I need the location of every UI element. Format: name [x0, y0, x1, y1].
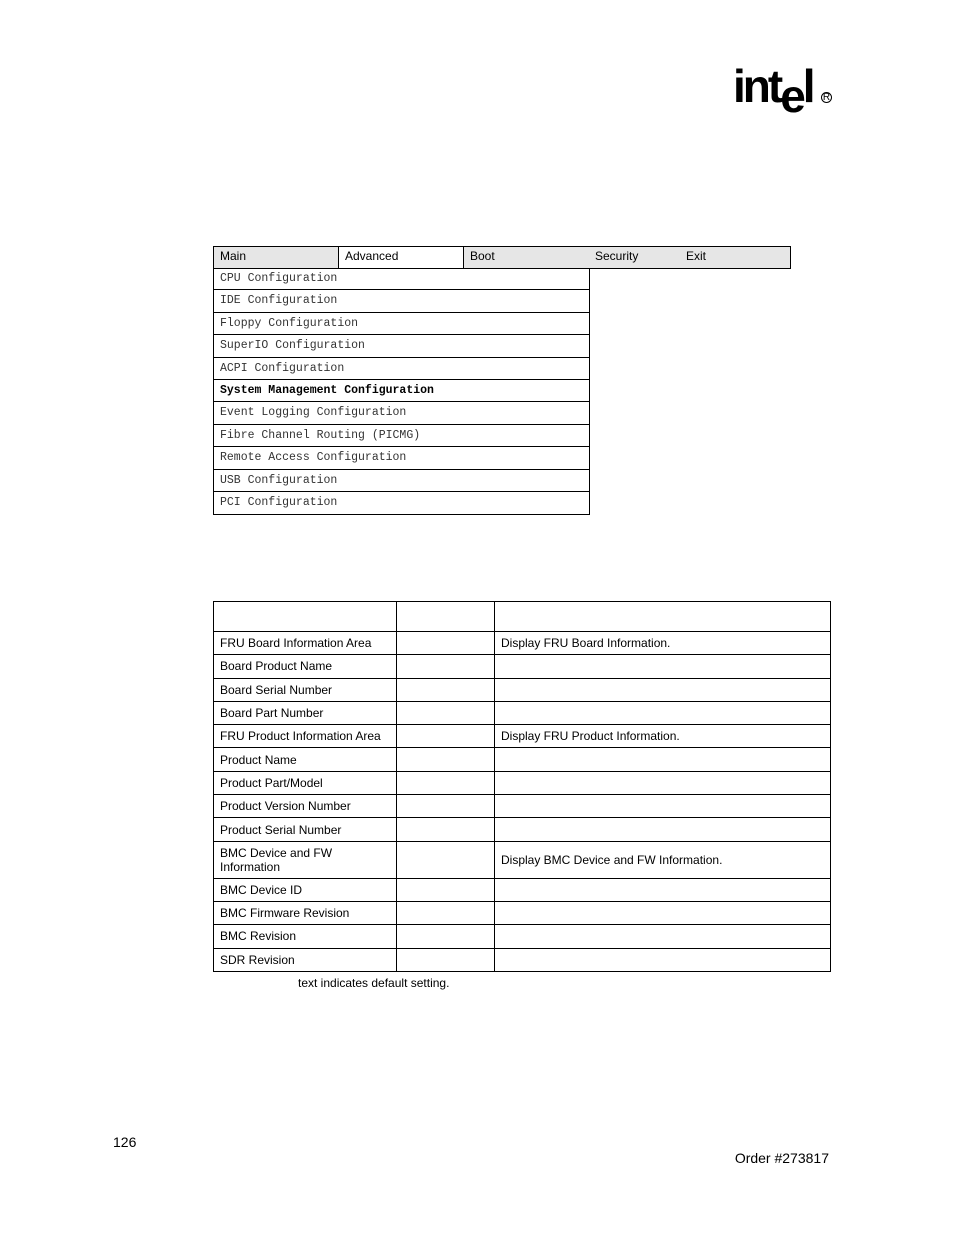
- table-row: [214, 841, 831, 878]
- submenu-item-event-logging[interactable]: Event Logging Configuration: [214, 402, 589, 424]
- table-header-cell: [495, 602, 831, 632]
- submenu-item-acpi[interactable]: ACPI Configuration: [214, 358, 589, 380]
- table-row: [214, 748, 831, 771]
- submenu-item-remote-access[interactable]: Remote Access Configuration: [214, 447, 589, 469]
- order-number: Order #273817: [734, 1150, 829, 1166]
- table-cell-feature: BMC Device ID: [214, 878, 397, 901]
- table-cell-help: [495, 701, 831, 724]
- table-header-cell: [214, 602, 397, 632]
- tab-advanced[interactable]: Advanced: [339, 247, 464, 268]
- table-cell-help: Display FRU Product Information.: [495, 725, 831, 748]
- table-cell-help: [495, 925, 831, 948]
- table-cell-option: [397, 795, 495, 818]
- table-row: [214, 725, 831, 748]
- submenu-item-usb[interactable]: USB Configuration: [214, 470, 589, 492]
- submenu-item-superio[interactable]: SuperIO Configuration: [214, 335, 589, 357]
- submenu-item-floppy[interactable]: Floppy Configuration: [214, 313, 589, 335]
- table-cell-feature: FRU Board Information Area: [214, 632, 397, 655]
- table-cell-help: [495, 901, 831, 924]
- table-cell-feature: BMC Revision: [214, 925, 397, 948]
- table-row: [214, 901, 831, 924]
- table-cell-feature: Board Part Number: [214, 701, 397, 724]
- table-row: [214, 678, 831, 701]
- table-cell-option: [397, 678, 495, 701]
- table-cell-feature: Product Serial Number: [214, 818, 397, 841]
- table-cell-help: [495, 748, 831, 771]
- table-row: [214, 655, 831, 678]
- advanced-submenu: [213, 268, 590, 515]
- logo-text-c: l: [802, 60, 813, 112]
- table-row: [214, 701, 831, 724]
- registered-mark: R: [822, 92, 831, 103]
- settings-table: [213, 601, 831, 972]
- bios-menubar: [213, 246, 791, 269]
- submenu-item-cpu[interactable]: CPU Configuration: [214, 268, 589, 290]
- table-cell-option: [397, 901, 495, 924]
- table-cell-option: [397, 701, 495, 724]
- table-row: [214, 771, 831, 794]
- table-cell-option: [397, 655, 495, 678]
- table-cell-help: [495, 771, 831, 794]
- table-cell-option: [397, 818, 495, 841]
- table-cell-help: [495, 948, 831, 971]
- default-setting-note: text indicates default setting.: [298, 976, 450, 990]
- table-row: [214, 818, 831, 841]
- table-row: [214, 948, 831, 971]
- table-cell-option: [397, 632, 495, 655]
- table-cell-feature: Board Serial Number: [214, 678, 397, 701]
- intel-logo: [733, 58, 833, 120]
- table-row: [214, 795, 831, 818]
- tab-boot[interactable]: Boot: [470, 249, 495, 263]
- table-cell-feature: Board Product Name: [214, 655, 397, 678]
- table-cell-option: [397, 878, 495, 901]
- submenu-item-system-management[interactable]: System Management Configuration: [214, 380, 589, 402]
- table-cell-feature: BMC Device and FW Information: [214, 841, 397, 878]
- table-cell-option: [397, 748, 495, 771]
- table-cell-help: [495, 878, 831, 901]
- table-cell-feature: Product Part/Model: [214, 771, 397, 794]
- table-cell-help: [495, 795, 831, 818]
- tab-security[interactable]: Security: [595, 249, 639, 263]
- logo-text-a: int: [733, 60, 781, 112]
- table-cell-help: [495, 655, 831, 678]
- table-cell-help: [495, 678, 831, 701]
- table-cell-help: Display FRU Board Information.: [495, 632, 831, 655]
- table-cell-option: [397, 948, 495, 971]
- table-cell-help: Display BMC Device and FW Information.: [495, 841, 831, 878]
- table-cell-option: [397, 725, 495, 748]
- table-cell-feature: FRU Product Information Area: [214, 725, 397, 748]
- table-header-cell: [397, 602, 495, 632]
- submenu-item-fibre-channel[interactable]: Fibre Channel Routing (PICMG): [214, 425, 589, 447]
- tab-exit[interactable]: Exit: [686, 249, 707, 263]
- table-cell-feature: Product Version Number: [214, 795, 397, 818]
- table-cell-option: [397, 841, 495, 878]
- submenu-item-pci[interactable]: PCI Configuration: [220, 495, 338, 509]
- table-cell-feature: SDR Revision: [214, 948, 397, 971]
- table-row: [214, 878, 831, 901]
- table-header-row: [214, 602, 831, 632]
- table-cell-feature: BMC Firmware Revision: [214, 901, 397, 924]
- table-cell-help: [495, 818, 831, 841]
- table-row: [214, 925, 831, 948]
- table-cell-option: [397, 771, 495, 794]
- tab-main[interactable]: Main: [214, 247, 339, 268]
- table-cell-option: [397, 925, 495, 948]
- table-cell-feature: Product Name: [214, 748, 397, 771]
- submenu-item-ide[interactable]: IDE Configuration: [214, 290, 589, 312]
- logo-text-b: e: [780, 70, 803, 122]
- table-row: [214, 632, 831, 655]
- page-number: 126: [113, 1134, 137, 1150]
